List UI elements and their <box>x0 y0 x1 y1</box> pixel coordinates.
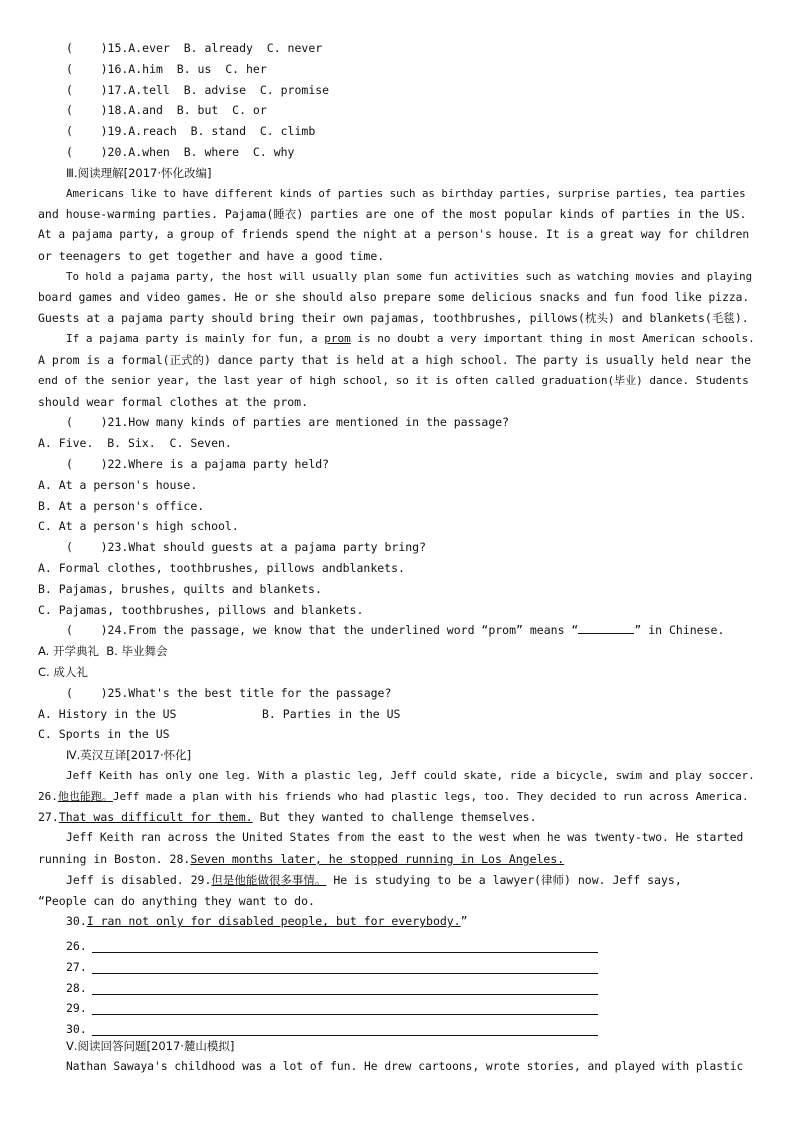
passage-line <box>38 807 756 828</box>
answer-line-number: 27. <box>66 959 87 974</box>
cloze-options <box>38 38 756 163</box>
passage-line <box>38 787 756 808</box>
text-segment: But they wanted to challenge themselves. <box>252 810 537 825</box>
passage-line: Jeff Keith has only one leg. With a plastic leg, Jeff could skate, ride a bicycle, swim and play soccer. <box>66 768 755 782</box>
text-segment: Jeff made a plan with his friends who had plastic legs, too. They decided to run across America. <box>112 789 749 803</box>
passage-line: should wear formal clothes at the prom. <box>38 394 309 409</box>
underlined-word-prom: prom <box>324 332 351 346</box>
question-22-option-b: B. At a person's office. <box>38 498 205 513</box>
question-25-options-ab <box>38 704 756 725</box>
passage-line <box>38 870 756 891</box>
cloze-item-20: ( )20.A.when B. where C. why <box>66 144 295 159</box>
translate-item-30: I ran not only for disabled people, but for everybody. <box>86 914 461 929</box>
section-3-heading: Ⅲ.阅读理解[2017·怀化改编] <box>66 165 212 180</box>
question-25-option-a: A. History in the US <box>38 706 177 721</box>
passage-line: end of the senior year, the last year of high school, so it is often called graduation(毕业) dance. Students <box>38 373 749 387</box>
question-23-option-a: A. Formal clothes, toothbrushes, pillows andblankets. <box>38 560 405 575</box>
passage-line: At a pajama party, a group of friends spend the night at a person's house. It is a great way for children <box>38 228 750 242</box>
text-segment: is no doubt a very important thing in most American schools. <box>350 332 755 346</box>
answer-line-29[interactable] <box>38 995 756 1016</box>
passage-line: board games and video games. He or she should also prepare some delicious snacks and fun food like pizza. <box>38 290 750 304</box>
section-5-heading: Ⅴ.阅读回答问题[2017·麓山模拟] <box>66 1039 235 1054</box>
cloze-item-17: ( )17.A.tell B. advise C. promise <box>66 82 330 97</box>
text-segment: ” <box>460 914 468 929</box>
passage-line: To hold a pajama party, the host will usually plan some fun activities such as watching movies and playing <box>66 269 753 283</box>
question-25-option-b: B. Parties in the US <box>262 706 401 721</box>
translate-item-27: That was difficult for them. <box>58 810 253 825</box>
question-24 <box>38 620 756 641</box>
question-25-option-c: C. Sports in the US <box>38 727 170 742</box>
passage-line: A prom is a formal(正式的) dance party that is held at a high school. The party is usually held near the <box>38 352 752 367</box>
answer-rule[interactable] <box>92 960 598 974</box>
answer-rule[interactable] <box>92 1001 598 1015</box>
question-22-option-c: C. At a person's high school. <box>38 519 239 534</box>
answer-rule[interactable] <box>92 1022 598 1036</box>
answer-line-27[interactable] <box>38 953 756 974</box>
answer-lines <box>38 932 756 1036</box>
question-21-options: A. Five. B. Six. C. Seven. <box>38 436 232 451</box>
passage-paragraph-1 <box>38 184 756 267</box>
text-segment: If a pajama party is mainly for fun, a <box>66 332 325 346</box>
cloze-item-16: ( )16.A.him B. us C. her <box>66 61 267 76</box>
answer-line-26[interactable] <box>38 932 756 953</box>
cloze-item-15: ( )15.A.ever B. already C. never <box>66 41 323 55</box>
question-24-option-c: C. 成人礼 <box>38 664 88 679</box>
answer-rule[interactable] <box>92 981 598 995</box>
question-22-option-a: A. At a person's house. <box>38 477 198 492</box>
question-21: ( )21.How many kinds of parties are mentioned in the passage? <box>66 415 510 430</box>
question-22: ( )22.Where is a pajama party held? <box>66 456 330 471</box>
text-segment: ” in Chinese. <box>634 623 725 638</box>
text-segment: ( )24.From the passage, we know that the underlined word “prom” means “ <box>66 623 579 638</box>
passage-line: Nathan Sawaya's childhood was a lot of fun. He drew cartoons, wrote stories, and played with plastic <box>66 1060 744 1074</box>
text-segment: Jeff is disabled. 29. <box>66 872 212 887</box>
answer-line-number: 26. <box>66 939 87 954</box>
passage-line: Guests at a pajama party should bring their own pajamas, toothbrushes, pillows(枕头) and blankets(毛毯). <box>38 311 749 326</box>
answer-line-28[interactable] <box>38 974 756 995</box>
passage-line: or teenagers to get together and have a good time. <box>38 248 385 263</box>
question-23-option-b: B. Pajamas, brushes, quilts and blankets. <box>38 581 322 596</box>
passage-paragraph-2 <box>38 267 756 329</box>
question-24-options-ab: A. 开学典礼 B. 毕业舞会 <box>38 644 168 659</box>
item-number: 30. <box>66 914 87 929</box>
text-segment: running in Boston. 28. <box>38 852 191 867</box>
question-23: ( )23.What should guests at a pajama party bring? <box>66 540 427 555</box>
item-number: 26. <box>38 789 58 803</box>
passage-line: Americans like to have different kinds of parties such as birthday parties, surprise parties, tea parties <box>66 186 746 200</box>
passage-line <box>38 849 756 870</box>
translate-item-29: 但是他能做很多事情。 <box>211 872 327 887</box>
cloze-item-19: ( )19.A.reach B. stand C. climb <box>66 124 316 139</box>
question-25: ( )25.What's the best title for the passage? <box>66 685 392 700</box>
passage-line: and house-warming parties. Pajama(睡衣) parties are one of the most popular kinds of parties in the US. <box>38 207 747 222</box>
answer-line-30[interactable] <box>38 1015 756 1036</box>
answer-blank[interactable] <box>578 621 634 634</box>
translate-item-26: 他也能跑。 <box>57 789 113 803</box>
answer-line-number: 30. <box>66 1022 87 1037</box>
answer-rule[interactable] <box>92 939 598 953</box>
passage-line <box>38 911 756 932</box>
passage-line <box>38 329 756 350</box>
question-23-option-c: C. Pajamas, toothbrushes, pillows and blankets. <box>38 602 364 617</box>
passage-line: “People can do anything they want to do. <box>38 893 315 908</box>
passage-line: Jeff Keith ran across the United States from the east to the west when he was twenty-two. He started <box>66 831 744 845</box>
translate-item-28: Seven months later, he stopped running in Los Angeles. <box>190 852 565 867</box>
text-segment: He is studying to be a lawyer(律师) now. Jeff says, <box>326 872 682 887</box>
passage-paragraph-3 <box>38 329 756 412</box>
cloze-item-18: ( )18.A.and B. but C. or <box>66 103 267 118</box>
item-number: 27. <box>38 810 59 825</box>
answer-line-number: 28. <box>66 980 87 995</box>
answer-line-number: 29. <box>66 1001 87 1016</box>
section-4-heading: Ⅳ.英汉互译[2017·怀化] <box>66 748 192 763</box>
worksheet-page <box>38 38 756 1078</box>
